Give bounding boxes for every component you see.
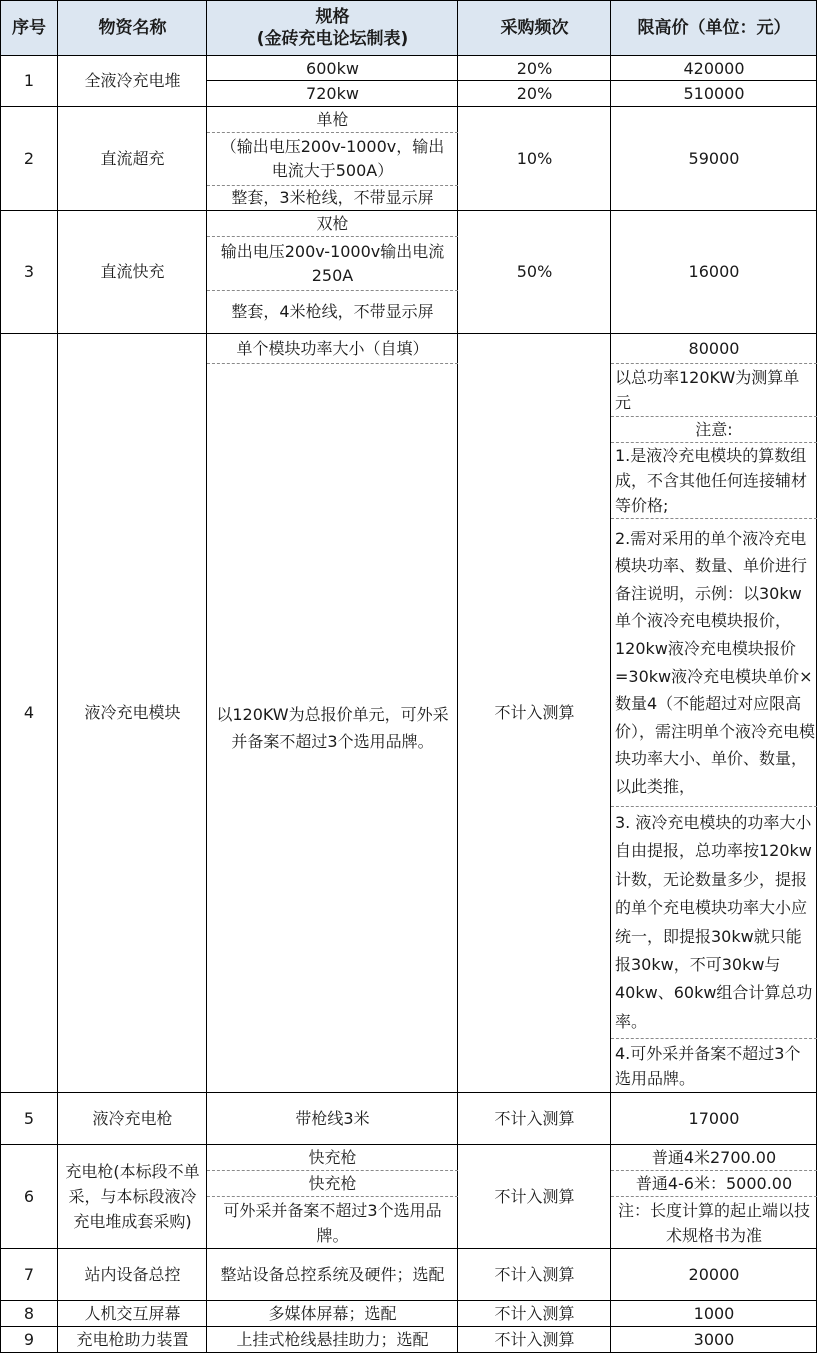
- row6-price-c: 注：长度计算的起止端以技术规格书为准: [617, 1200, 810, 1245]
- header-frequency: 采购频次: [458, 0, 611, 55]
- row1-price-b: 510000: [683, 83, 745, 103]
- row5-freq: 不计入测算: [494, 1108, 575, 1128]
- header-price-limit: 限高价（单位：元）: [611, 0, 817, 55]
- row1-no: 1: [23, 71, 35, 90]
- row3-spec-b: 输出电压200v-1000v输出电流250A: [220, 241, 445, 285]
- grid-line-dashed: [611, 442, 817, 443]
- row3-spec-c: 整套，4米枪线，不带显示屏: [231, 302, 434, 321]
- grid-line: [0, 0, 817, 1]
- row1-price-a: 420000: [683, 58, 745, 78]
- grid-line: [206, 0, 207, 1353]
- row9-freq: 不计入测算: [494, 1329, 575, 1349]
- row1-freq-b: 20%: [516, 83, 553, 103]
- row2-price: 59000: [688, 148, 740, 168]
- grid-line-dashed: [207, 236, 458, 237]
- row7-spec: 整站设备总控系统及硬件；选配: [220, 1265, 445, 1284]
- row8-name: 人机交互屏幕: [84, 1303, 181, 1323]
- row6-no: 6: [23, 1186, 35, 1206]
- grid-line-dashed: [611, 416, 817, 417]
- row6-freq: 不计入测算: [494, 1186, 575, 1206]
- grid-line-dashed: [207, 132, 458, 133]
- row6-name: 充电枪(本标段不单采，与本标段液冷充电堆成套采购): [65, 1162, 200, 1231]
- row4-no: 4: [23, 703, 35, 722]
- row7-price: 20000: [688, 1264, 740, 1284]
- row9-spec: 上挂式枪线悬挂助力；选配: [236, 1329, 429, 1349]
- grid-line-dashed: [611, 1196, 817, 1197]
- row9-price: 3000: [693, 1329, 735, 1349]
- header-name: 物资名称: [58, 0, 207, 55]
- row5-name: 液冷充电枪: [92, 1108, 173, 1128]
- row8-freq: 不计入测算: [494, 1303, 575, 1323]
- row7-name: 站内设备总控: [84, 1264, 181, 1284]
- grid-line: [0, 1300, 817, 1301]
- row4-price-note-4: 4.可外采并备案不超过3个选用品牌。: [615, 1043, 801, 1088]
- grid-line: [0, 1144, 817, 1145]
- grid-line: [457, 0, 458, 1353]
- row1-name: 全液冷充电堆: [84, 71, 181, 90]
- row4-name: 液冷充电模块: [84, 703, 181, 722]
- grid-line-dashed: [611, 518, 817, 519]
- row3-price: 16000: [688, 262, 740, 281]
- grid-line-dashed: [207, 1196, 458, 1197]
- grid-line: [0, 1248, 817, 1249]
- grid-line-dashed: [611, 1038, 817, 1039]
- row5-price: 17000: [688, 1108, 740, 1128]
- grid-line-dashed: [611, 1170, 817, 1171]
- row6-price-a: 普通4米2700.00: [651, 1147, 777, 1167]
- row2-name: 直流超充: [100, 148, 165, 168]
- header-spec: 规格 (金砖充电论坛制表): [207, 0, 458, 55]
- grid-line: [0, 210, 817, 211]
- grid-line-dashed: [611, 806, 817, 807]
- grid-line-dashed: [207, 185, 458, 186]
- row6-spec-b: 快充枪: [308, 1173, 357, 1193]
- row1-freq-a: 20%: [516, 58, 553, 78]
- header-no: 序号: [0, 0, 58, 55]
- grid-line: [207, 80, 817, 81]
- row3-freq: 50%: [516, 262, 553, 281]
- row4-price-note-unit: 以总功率120KW为测算单元: [615, 368, 800, 412]
- grid-line: [0, 0, 1, 1353]
- row4-price-note-title: 注意:: [695, 419, 733, 439]
- row4-price-note-2: 2.需对采用的单个液冷充电模块功率、数量、单价进行备注说明，示例：以30kw单个液冷充电模块报价，120kw液冷充电模块报价=30kw液冷充电模块单价×数量4（不能超过对应限高价），需注明单个液冷充电模块功率大小、单价、数量，以此类推，: [615, 528, 816, 796]
- row4-price-note-1: 1.是液冷充电模块的算数组成，不含其他任何连接辅材等价格;: [615, 446, 808, 515]
- row3-name: 直流快充: [100, 262, 165, 281]
- row2-spec-b: （输出电压200v-1000v，输出电流大于500A）: [220, 137, 445, 180]
- row6-spec-c: 可外采并备案不超过3个选用品牌。: [223, 1200, 442, 1245]
- row2-freq: 10%: [516, 148, 553, 168]
- row4-price-note-3: 3. 液冷充电模块的功率大小自由提报，总功率按120kw计数，无论数量多少，提报的单个充电模块功率大小应统一，即提报30kw就只能报30kw，不可30kw与40kw、60kw组合计算总功率。: [615, 812, 813, 1031]
- row1-spec-a: 600kw: [306, 58, 359, 78]
- row3-no: 3: [23, 262, 35, 281]
- row5-spec: 带枪线3米: [295, 1108, 370, 1128]
- row2-spec-a: 单枪: [316, 109, 349, 129]
- grid-line: [0, 55, 817, 56]
- row4-price-value: 80000: [688, 338, 740, 358]
- grid-line-dashed: [207, 363, 458, 364]
- row4-spec-a: 单个模块功率大小（自填）: [236, 338, 429, 358]
- row4-spec-b: 以120KW为总报价单元，可外采并备案不超过3个选用品牌。: [216, 705, 449, 751]
- row7-no: 7: [23, 1264, 35, 1284]
- grid-line: [610, 0, 611, 1353]
- grid-line: [0, 1092, 817, 1093]
- row9-name: 充电枪助力装置: [76, 1329, 189, 1349]
- grid-line-dashed: [207, 290, 458, 291]
- row7-freq: 不计入测算: [494, 1264, 575, 1284]
- row4-freq: 不计入测算: [494, 703, 575, 722]
- row2-no: 2: [23, 148, 35, 168]
- grid-line: [0, 106, 817, 107]
- row2-spec-c: 整套，3米枪线，不带显示屏: [231, 188, 434, 207]
- row9-no: 9: [23, 1329, 35, 1349]
- grid-line: [0, 333, 817, 334]
- row1-spec-b: 720kw: [306, 83, 359, 103]
- row5-no: 5: [23, 1108, 35, 1128]
- row6-spec-a: 快充枪: [308, 1147, 357, 1167]
- row8-no: 8: [23, 1303, 35, 1323]
- grid-line-dashed: [207, 1170, 458, 1171]
- row8-price: 1000: [693, 1303, 735, 1323]
- row6-price-b: 普通4-6米：5000.00: [635, 1173, 793, 1193]
- grid-line-dashed: [611, 363, 817, 364]
- grid-line: [57, 0, 58, 1353]
- grid-line: [0, 1326, 817, 1327]
- row3-spec-a: 双枪: [316, 213, 349, 233]
- row8-spec: 多媒体屏幕；选配: [268, 1303, 397, 1323]
